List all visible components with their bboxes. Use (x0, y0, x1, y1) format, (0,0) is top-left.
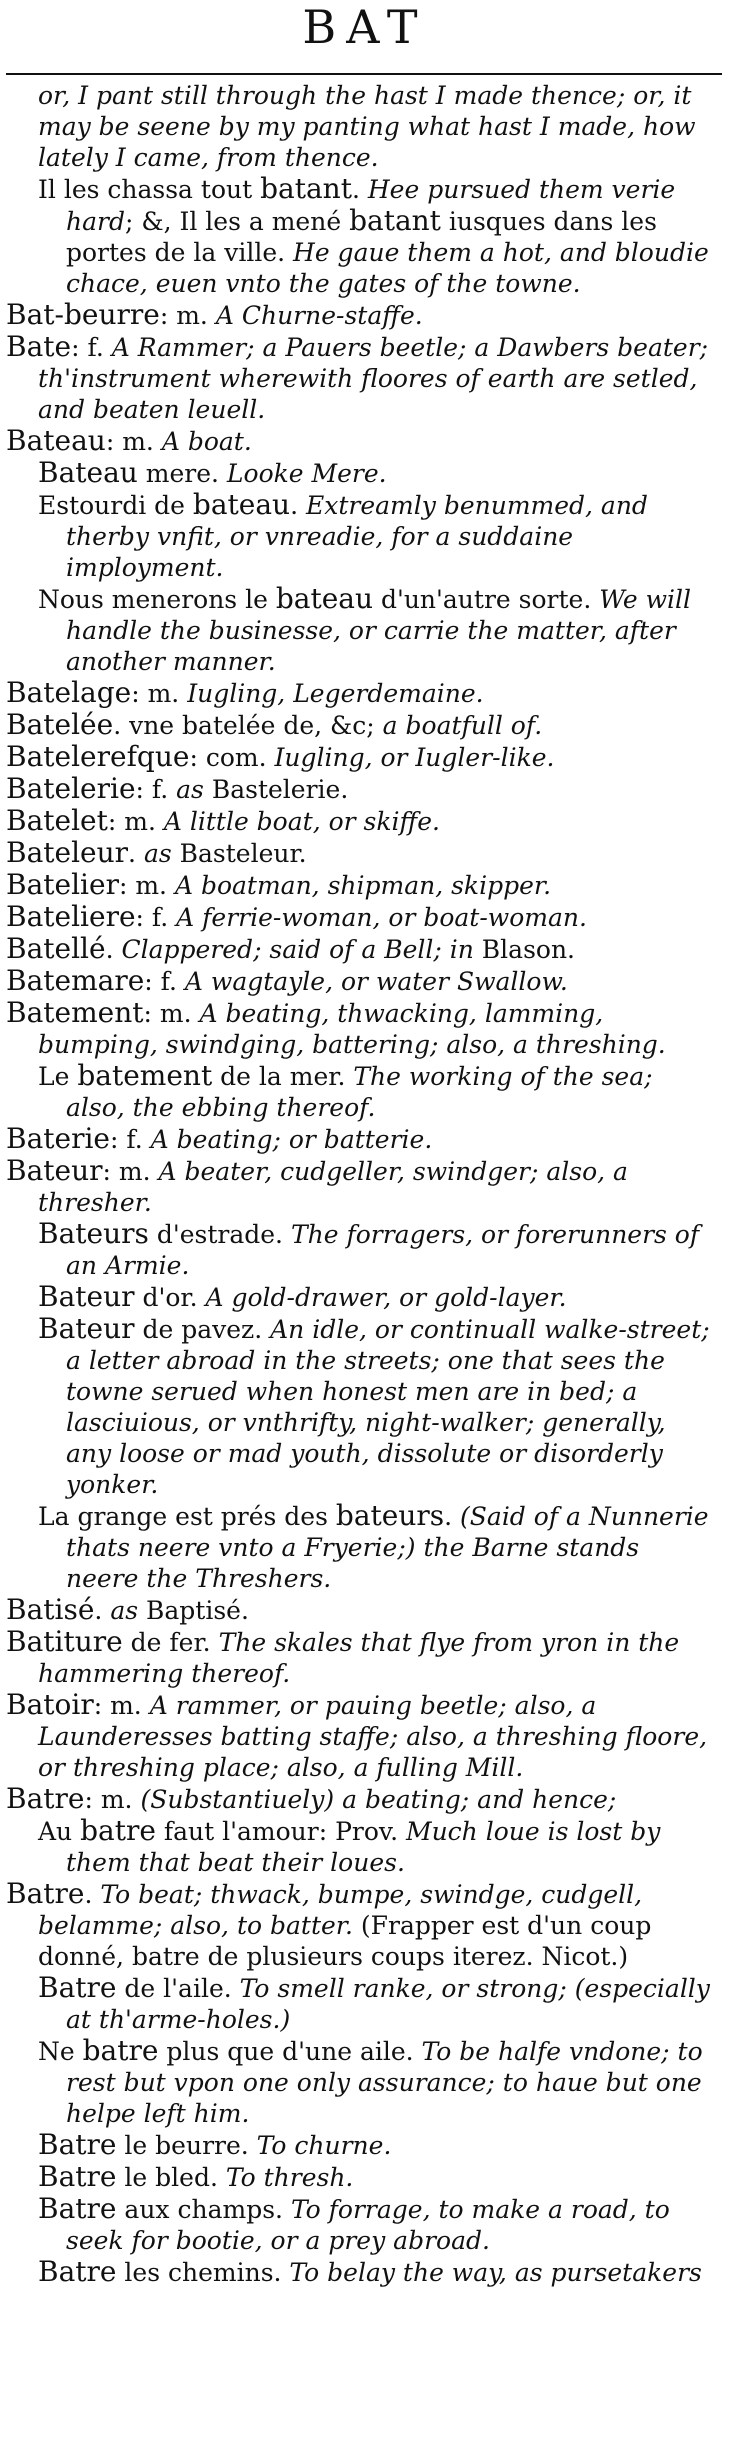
french-text: Le (38, 1062, 78, 1091)
english-gloss: A rammer, or pauing beetle; also, a Launderesses batting staffe; also, a threshing floore, or threshing place; also, a fulling Mill. (38, 1691, 708, 1782)
headword: Batelerie (6, 772, 136, 805)
headword: Bat-beurre (6, 298, 160, 331)
french-text: . (444, 1502, 461, 1531)
headword: Batre (38, 2255, 117, 2288)
french-text: . (94, 1596, 111, 1625)
sub-entry (6, 2035, 718, 2129)
french-text: de pavez. (134, 1315, 271, 1344)
french-text: Ne (38, 2037, 83, 2066)
english-gloss: To smell ranke, or strong; (especially at th'arme-holes.) (66, 1974, 710, 2034)
dictionary-entry (6, 933, 718, 965)
english-gloss: A beating; or batterie. (150, 1125, 433, 1154)
headword: Batre (6, 1782, 85, 1815)
sub-entry (6, 2256, 718, 2288)
french-text: d'estrade. (148, 1220, 291, 1249)
sub-entry (6, 1313, 718, 1500)
headword: Bateliere (6, 900, 136, 933)
english-gloss: The forragers, or forerunners of an Armie. (66, 1220, 700, 1280)
english-gloss: A beater, cudgeller, swindger; also, a thresher. (38, 1157, 628, 1217)
english-gloss: The skales that flye from yron in the hammering thereof. (38, 1628, 680, 1688)
english-gloss: Hee pursued them verie hard (66, 175, 676, 236)
dictionary-entry (6, 709, 718, 741)
headword: Batisé (6, 1593, 95, 1626)
french-text: le beurre. (116, 2131, 257, 2160)
french-text: . (128, 839, 144, 868)
headword: Batelerefque (6, 740, 190, 773)
dictionary-entry (6, 1594, 718, 1626)
headword: bateurs (335, 1499, 445, 1532)
dictionary-entry (6, 677, 718, 709)
dictionary-entry (6, 773, 718, 805)
headword: Batiture (6, 1625, 123, 1658)
french-text: : f. (135, 775, 177, 804)
headword: Bateau (38, 456, 138, 489)
french-text: : m. (84, 1785, 141, 1814)
french-text: : m. (143, 999, 200, 1028)
headword: Batement (6, 996, 144, 1029)
english-gloss: as (176, 775, 204, 804)
french-text: : m. (159, 301, 216, 330)
english-gloss: (Said of a Nunnerie thats neere vnto a Fryerie;) the Barne stands neere the Threshers. (66, 1502, 709, 1593)
english-gloss: A Churne-staffe. (215, 301, 423, 330)
french-text: ; &, Il les a mené (124, 207, 350, 236)
english-gloss: To thresh. (225, 2163, 354, 2192)
french-text: iusques dans les portes de la ville. (66, 207, 657, 267)
dictionary-entry (6, 1123, 718, 1155)
french-text: de la mer. (212, 1062, 354, 1091)
dictionary-entry (6, 1626, 718, 1689)
french-text: plus que d'une aile. (158, 2037, 422, 2066)
french-text: Au (38, 1817, 81, 1846)
french-text: de l'aile. (116, 1974, 240, 2003)
english-gloss: A little boat, or skiffe. (163, 807, 440, 836)
dictionary-entry (6, 1689, 718, 1783)
headword: batre (82, 2034, 159, 2067)
headword: batre (80, 1814, 156, 1847)
english-gloss: Iugling, or Iugler-like. (274, 743, 555, 772)
english-gloss: To beat; thwack, bumpe, swindge, cudgell, belamme; also, to batter. (38, 1880, 643, 1940)
dictionary-entry (6, 1155, 718, 1218)
dictionary-entry (6, 1878, 718, 1972)
headword: Bateau (6, 424, 106, 457)
dictionary-entry (6, 741, 718, 773)
french-text: Bastelerie. (203, 775, 349, 804)
french-text: : m. (118, 871, 175, 900)
english-gloss: To belay the way, as pursetakers (289, 2258, 702, 2287)
english-gloss: The working of the sea; also, the ebbing thereof. (66, 1062, 653, 1122)
english-gloss: a boatfull of. (382, 711, 543, 740)
dictionary-entry (6, 425, 718, 457)
english-gloss: A gold-drawer, or gold-layer. (205, 1283, 567, 1312)
french-text: : f. (110, 1125, 151, 1154)
french-text: : m. (102, 1157, 159, 1186)
headword: Bateur (38, 1312, 135, 1345)
running-head: BAT (302, 0, 428, 54)
headword: Batelet (6, 804, 108, 837)
french-text: : f. (71, 333, 112, 362)
sub-entry (6, 2129, 718, 2161)
english-gloss: Clappered; said of a Bell; in (121, 935, 474, 964)
french-text: Baptisé. (138, 1596, 249, 1625)
headword: bateau (192, 488, 291, 521)
english-gloss: To forrage, to make a road, to seek for bootie, or a prey abroad. (66, 2195, 670, 2255)
french-text: : m. (93, 1691, 150, 1720)
sub-entry (6, 583, 718, 677)
english-gloss: A boat. (161, 427, 252, 456)
french-text: aux champs. (116, 2195, 291, 2224)
dictionary-entry (6, 837, 718, 869)
dictionary-entry (6, 1783, 718, 1815)
english-gloss: Extreamly benummed, and therby vnfit, or vnreadie, for a suddaine imployment. (66, 491, 648, 582)
headword: Batre (6, 1877, 85, 1910)
english-gloss: To churne. (256, 2131, 392, 2160)
headword: Batelée (6, 708, 114, 741)
headword: Batelier (6, 868, 119, 901)
french-text: : m. (107, 807, 164, 836)
dictionary-entry (6, 299, 718, 331)
dictionary-entry (6, 869, 718, 901)
headword: Bateur (38, 1280, 135, 1313)
english-gloss: Iugling, Legerdemaine. (187, 679, 484, 708)
sub-entry (6, 1060, 718, 1123)
header-rule (6, 73, 722, 75)
french-text: Basteleur. (171, 839, 307, 868)
headword: Bateur (6, 1154, 103, 1187)
dictionary-entry (6, 331, 718, 425)
headword: Batre (38, 2128, 117, 2161)
english-gloss: A beating, thwacking, lamming, bumping, swindging, battering; also, a threshing. (38, 999, 666, 1059)
dictionary-entry (6, 965, 718, 997)
headword: batant (349, 204, 441, 237)
english-gloss: A wagtayle, or water Swallow. (184, 967, 568, 996)
headword: Batre (38, 2160, 117, 2193)
sub-entry (6, 173, 718, 299)
french-text: : m. (105, 427, 162, 456)
french-text: faut l'amour: Prov. (155, 1817, 406, 1846)
dictionary-entry (6, 805, 718, 837)
sub-entry (6, 1281, 718, 1313)
english-gloss: Looke Mere. (226, 459, 387, 488)
french-text: . (84, 1880, 101, 1909)
french-text: (Frapper est d'un coup donné, batre de plusieurs coups iterez. Nicot.) (38, 1911, 652, 1971)
headword: batement (77, 1059, 213, 1092)
sub-entry (6, 2161, 718, 2193)
english-gloss: as (110, 1596, 139, 1625)
sub-entry (6, 457, 718, 489)
french-text: mere. (137, 459, 227, 488)
english-gloss: He gaue them a hot, and bloudie chace, euen vnto the gates of the towne. (66, 238, 709, 298)
sub-entry (6, 489, 718, 583)
french-text: : com. (189, 743, 275, 772)
french-text: Il les chassa tout (38, 175, 261, 204)
headword: Batoir (6, 1688, 94, 1721)
french-text: de fer. (122, 1628, 219, 1657)
sub-entry (6, 2193, 718, 2256)
headword: Baterie (6, 1122, 111, 1155)
sub-entry (6, 1972, 718, 2035)
french-text: Nous menerons le (38, 585, 276, 614)
english-gloss: An idle, or continuall walke-street; a letter abroad in the streets; one that sees the towne serued when honest men are in bed; a lasciuious, or vnthrifty, night-walker; generally, any loose or mad youth, dissolute or disorderly yonker. (66, 1315, 710, 1499)
headword: Batemare (6, 964, 145, 997)
sub-entry (6, 1815, 718, 1878)
headword: Bateleur (6, 836, 129, 869)
french-text: Blason. (473, 935, 575, 964)
dictionary-entry (6, 997, 718, 1060)
english-gloss: Much loue is lost by them that beat their loues. (66, 1817, 661, 1877)
dictionary-entry (6, 901, 718, 933)
headword: Batelage (6, 676, 132, 709)
french-text: d'un'autre sorte. (373, 585, 600, 614)
french-text: d'or. (134, 1283, 206, 1312)
french-text: : f. (135, 903, 177, 932)
entries-column (6, 80, 718, 2288)
headword: batant (260, 172, 352, 205)
french-text: : f. (144, 967, 185, 996)
french-text: La grange est prés des (38, 1502, 336, 1531)
french-text: . (105, 935, 122, 964)
english-gloss: A boatman, shipman, skipper. (174, 871, 552, 900)
headword: bateau (275, 582, 373, 615)
french-text: : m. (131, 679, 188, 708)
english-gloss: (Substantiuely) a beating; and hence; (140, 1785, 617, 1814)
french-text: . (290, 491, 306, 520)
english-gloss: To be halfe vndone; to rest but vpon one only assurance; to haue but one helpe left him. (66, 2037, 703, 2128)
french-text: . (351, 175, 368, 204)
english-gloss: We will handle the businesse, or carrie the matter, after another manner. (66, 585, 692, 676)
headword: Bate (6, 330, 72, 363)
headword: Batellé (6, 932, 106, 965)
headword: Batre (38, 2192, 117, 2225)
dictionary-entry (6, 80, 718, 173)
sub-entry (6, 1218, 718, 1281)
french-text: le bled. (116, 2163, 226, 2192)
french-text: . vne batelée de, &c; (113, 711, 383, 740)
english-gloss: A ferrie-woman, or boat-woman. (176, 903, 587, 932)
english-gloss: or, I pant still through the hast I made thence; or, it may be seene by my panting what hast I made, how lately I came, from thence. (38, 81, 696, 172)
sub-entry (6, 1500, 718, 1594)
headword: Bateurs (38, 1217, 149, 1250)
english-gloss: A Rammer; a Pauers beetle; a Dawbers beater; th'instrument wherewith floores of earth are setled, and beaten leuell. (38, 333, 709, 424)
french-text: Estourdi de (38, 491, 193, 520)
headword: Batre (38, 1971, 117, 2004)
english-gloss: as (143, 839, 172, 868)
french-text: les chemins. (116, 2258, 290, 2287)
